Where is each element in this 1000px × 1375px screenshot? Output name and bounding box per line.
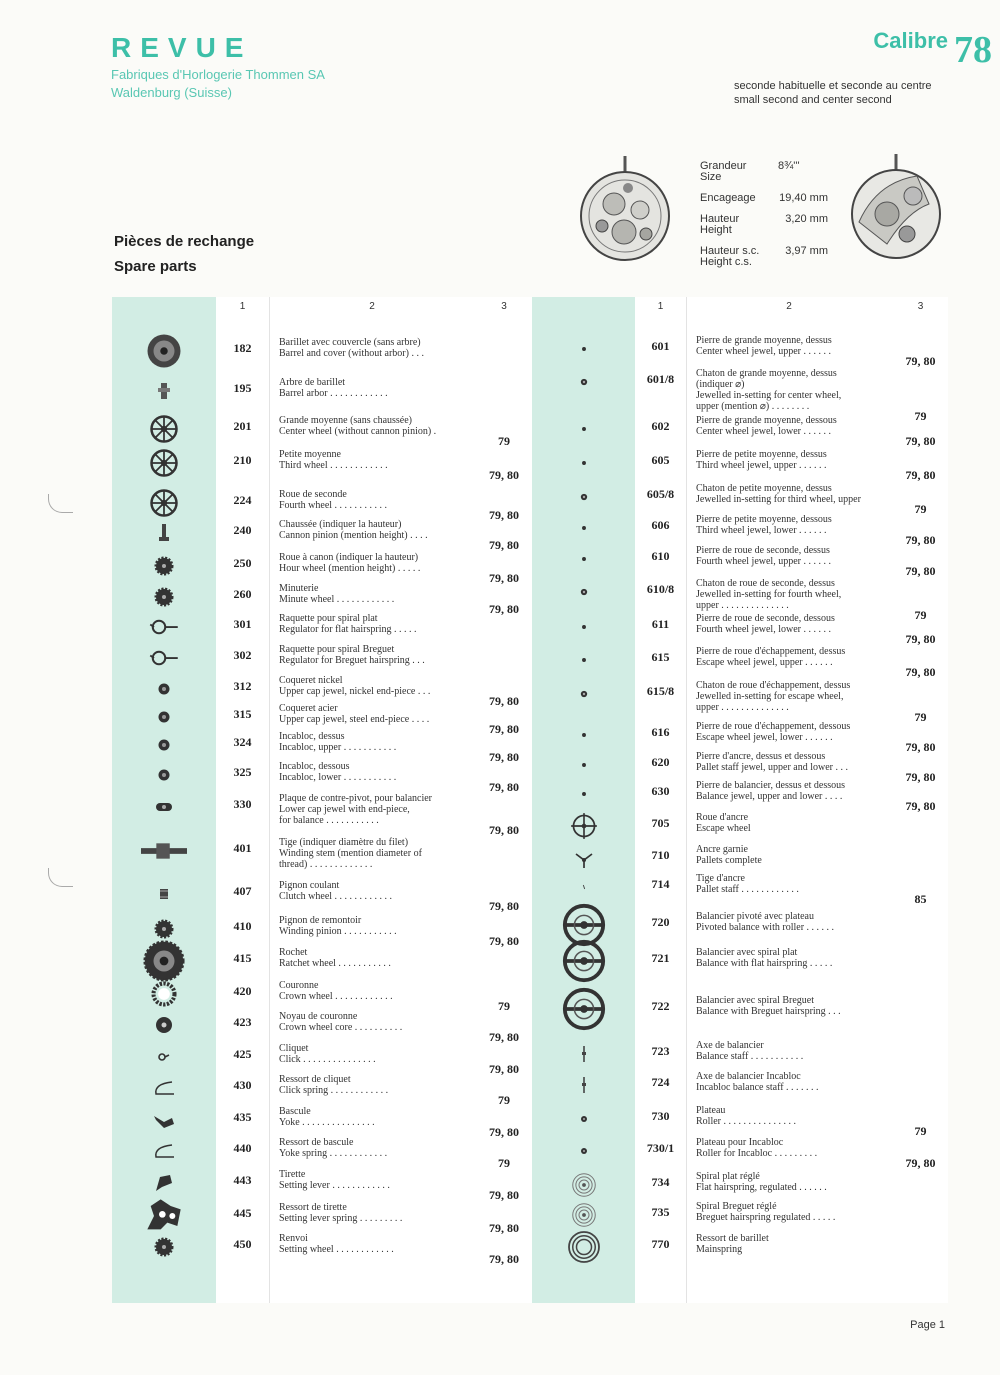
spec-size: [700, 161, 828, 183]
spring-icon: [152, 1139, 176, 1163]
part-number: 735: [651, 1205, 670, 1219]
part-description: Chaussée (indiquer la hauteur) Cannon pinion (mention height) . . . .: [279, 519, 428, 541]
part-number: 601: [651, 339, 670, 353]
spec-casing: [700, 193, 828, 204]
part-description: Raquette pour spiral Breguet Regulator for Breguet hairspring . . .: [279, 644, 425, 666]
part-number: 605: [651, 453, 670, 467]
part-reference: 79: [914, 710, 927, 724]
part-reference: 79, 80: [489, 750, 519, 764]
part-description: Spiral plat réglé Flat hairspring, regulated . . . . . .: [696, 1171, 827, 1193]
part-description: Pierre de roue de seconde, dessus Fourth wheel jewel, upper . . . . . .: [696, 545, 831, 567]
jewel-setting-icon: [575, 583, 593, 601]
jewel-dot-icon: [575, 420, 593, 438]
part-reference: 79: [498, 1156, 510, 1170]
part-description: Pierre de roue de seconde, dessous Fourth wheel jewel, lower . . . . . .: [696, 613, 835, 635]
part-description: Plaque de contre-pivot, pour balancier Lower cap jewel with end-piece, for balance . . . . . . . . . . .: [279, 793, 432, 826]
part-reference: 79: [498, 1093, 510, 1107]
roller-icon: [575, 1142, 593, 1160]
part-reference: 79, 80: [905, 665, 936, 679]
brand-block: [111, 34, 325, 102]
calibre-word: Calibre: [873, 28, 948, 53]
part-description: Minuterie Minute wheel . . . . . . . . . . . .: [279, 583, 395, 605]
spec-height: [700, 214, 828, 236]
jewel-icon: [152, 705, 176, 729]
part-reference: 79, 80: [489, 468, 519, 482]
part-number: 210: [233, 453, 252, 467]
part-description: Ressort de tirette Setting lever spring . . . . . . . . .: [279, 1202, 403, 1224]
part-description: Roue à canon (indiquer la hauteur) Hour wheel (mention height) . . . . .: [279, 552, 421, 574]
part-description: Chaton de roue d'échappement, dessus Jewelled in-setting for escape wheel, upper . . . . . . . . . . . . . .: [696, 680, 851, 713]
jewel-dot-icon: [575, 618, 593, 636]
part-description: Ancre garnie Pallets complete: [696, 844, 762, 866]
part-description: Roue d'ancre Escape wheel: [696, 812, 751, 834]
lever-icon: [152, 1171, 176, 1195]
part-reference: 79, 80: [905, 564, 936, 578]
part-number: 450: [233, 1237, 252, 1251]
left-header-2: 2: [369, 301, 375, 312]
gear-icon: [152, 585, 176, 609]
yoke-icon: [152, 1108, 176, 1132]
part-reference: 79, 80: [489, 780, 519, 794]
part-number: 730/1: [646, 1141, 675, 1155]
part-number: 734: [651, 1175, 670, 1189]
part-number: 407: [233, 884, 252, 898]
part-description: Couronne Crown wheel . . . . . . . . . . . .: [279, 980, 393, 1002]
part-description: Chaton de petite moyenne, dessus Jewelled in-setting for third wheel, upper: [696, 483, 861, 505]
part-number: 250: [233, 556, 252, 570]
part-reference: 79, 80: [489, 1062, 519, 1076]
part-number: 425: [233, 1047, 252, 1061]
part-number: 430: [233, 1078, 252, 1092]
part-description: Balancier pivoté avec plateau Pivoted balance with roller . . . . . .: [696, 911, 835, 933]
part-number: 445: [233, 1206, 252, 1220]
calibre-specifications: [700, 161, 828, 276]
part-description: Spiral Breguet réglé Breguet hairspring regulated . . . . .: [696, 1201, 836, 1223]
part-reference: 79, 80: [905, 434, 936, 448]
part-description: Rochet Ratchet wheel . . . . . . . . . . .: [279, 947, 391, 969]
pallet-icon: [572, 846, 596, 870]
part-number: 423: [233, 1015, 252, 1029]
left-header-1: 1: [239, 301, 246, 312]
part-description: Pierre de roue d'échappement, dessous Escape wheel jewel, lower . . . . . .: [696, 721, 851, 743]
part-description: Petite moyenne Third wheel . . . . . . . . . . . .: [279, 449, 388, 471]
part-description: Renvoi Setting wheel . . . . . . . . . . . .: [279, 1233, 394, 1255]
part-reference: 79: [498, 999, 510, 1013]
part-description: Raquette pour spiral plat Regulator for flat hairspring . . . . .: [279, 613, 417, 635]
left-header-3: 3: [501, 301, 507, 312]
movement-bridge-side-illustration: [847, 152, 945, 264]
spec-height-label: Hauteur Height: [700, 213, 740, 236]
part-reference: 79: [914, 409, 927, 423]
brand-company: Fabriques d'Horlogerie Thommen SA: [111, 67, 325, 82]
part-number: 620: [651, 755, 670, 769]
part-description: Plateau Roller . . . . . . . . . . . . . . .: [696, 1105, 796, 1127]
part-number: 324: [233, 735, 252, 749]
part-description: Pierre de grande moyenne, dessus Center wheel jewel, upper . . . . . .: [696, 335, 832, 357]
part-number: 723: [651, 1044, 670, 1058]
part-reference: 79, 80: [489, 899, 519, 913]
calibre-subtitle: [734, 79, 932, 107]
part-reference: 79, 80: [905, 468, 936, 482]
jewel-dot-icon: [575, 340, 593, 358]
part-reference: 79, 80: [489, 1221, 519, 1235]
jewel-dot-icon: [575, 785, 593, 803]
part-reference: 79, 80: [905, 1156, 936, 1170]
part-description: Chaton de roue de seconde, dessus Jewelled in-setting for fourth wheel, upper . . . . . . . . . . . . . .: [696, 578, 842, 611]
part-reference: 79, 80: [905, 354, 936, 368]
brand-name: REVUE: [111, 32, 253, 63]
part-description: Tirette Setting lever . . . . . . . . . . . .: [279, 1169, 390, 1191]
mainspring-icon: [566, 1229, 602, 1265]
balance-icon: [561, 986, 607, 1032]
binder-hole-mark-top: [48, 494, 73, 513]
part-reference: 79, 80: [489, 508, 519, 522]
part-description: Tige d'ancre Pallet staff . . . . . . . . . . . .: [696, 873, 799, 895]
escape-wheel-icon: [570, 812, 598, 840]
arbor-icon: [152, 379, 176, 403]
part-reference: 79, 80: [489, 1188, 519, 1202]
spec-casing-label: Encageage: [700, 192, 756, 204]
part-number: 302: [233, 648, 252, 662]
part-reference: 79, 80: [905, 799, 936, 813]
core-icon: [152, 1013, 176, 1037]
spoked-wheel-icon: [149, 488, 179, 518]
part-reference: 79, 80: [905, 533, 936, 547]
part-number: 714: [651, 877, 670, 891]
part-description: Pierre de roue d'échappement, dessus Escape wheel jewel, upper . . . . . .: [696, 646, 846, 668]
brand-location: Waldenburg (Suisse): [111, 85, 232, 100]
barrel-icon: [146, 333, 182, 369]
part-description: Arbre de barillet Barrel arbor . . . . . . . . . . . .: [279, 377, 388, 399]
part-reference: 79, 80: [489, 538, 519, 552]
part-number: 420: [233, 984, 252, 998]
hairspring-icon: [569, 1200, 599, 1230]
part-description: Noyau de couronne Crown wheel core . . . . . . . . . .: [279, 1011, 403, 1033]
part-reference: 79, 80: [489, 722, 519, 736]
spec-height-cs: [700, 246, 828, 268]
part-description: Grande moyenne (sans chaussée) Center wheel (without cannon pinion) .: [279, 415, 437, 437]
part-number: 410: [233, 919, 252, 933]
part-number: 730: [651, 1109, 670, 1123]
part-number: 224: [233, 493, 252, 507]
part-reference: 79, 80: [905, 740, 936, 754]
part-description: Chaton de grande moyenne, dessus (indiquer ⌀) Jewelled in-setting for center wheel, upper (mention ⌀) . . . . . . . .: [696, 368, 842, 412]
pallet-staff-icon: [576, 879, 592, 895]
balance-icon: [561, 938, 607, 984]
calibre-subtitle-fr: seconde habituelle et seconde au centre: [734, 80, 932, 92]
part-number: 602: [651, 419, 670, 433]
jewel-icon: [152, 733, 176, 757]
part-number: 312: [233, 679, 252, 693]
right-header-2: 2: [786, 301, 792, 312]
jewel-icon: [152, 677, 176, 701]
spare-parts-table: [112, 297, 948, 1303]
spec-height-value: 3,20 mm: [785, 213, 828, 225]
part-description: Cliquet Click . . . . . . . . . . . . . . .: [279, 1043, 376, 1065]
gear-icon: [152, 1235, 176, 1259]
page-title-fr: Pièces de rechange: [114, 233, 255, 250]
part-number: 610/8: [646, 582, 675, 596]
calibre-subtitle-en: small second and center second: [734, 94, 892, 106]
gear-icon: [152, 554, 176, 578]
part-number: 616: [651, 725, 670, 739]
part-number: 435: [233, 1110, 252, 1124]
page-number: Page 1: [910, 1319, 945, 1331]
part-number: 724: [651, 1075, 670, 1089]
pinion-icon: [152, 521, 176, 545]
part-reference: 85: [914, 892, 927, 906]
part-reference: 79, 80: [489, 694, 519, 708]
part-description: Barillet avec couvercle (sans arbre) Barrel and cover (without arbor) . . .: [279, 337, 424, 359]
part-number: 615/8: [646, 684, 675, 698]
part-number: 440: [233, 1141, 252, 1155]
jewel-setting-icon: [575, 373, 593, 391]
jewel-dot-icon: [575, 454, 593, 472]
part-description: Bascule Yoke . . . . . . . . . . . . . . .: [279, 1106, 375, 1128]
part-reference: 79: [914, 1124, 927, 1138]
part-description: Pignon coulant Clutch wheel . . . . . . . . . . . .: [279, 880, 393, 902]
part-description: Pierre d'ancre, dessus et dessous Pallet staff jewel, upper and lower . . .: [696, 751, 848, 773]
part-number: 705: [651, 816, 670, 830]
spoked-wheel-icon: [149, 414, 179, 444]
binder-hole-mark-bottom: [48, 868, 73, 887]
part-description: Pierre de balancier, dessus et dessous Balance jewel, upper and lower . . . .: [696, 780, 845, 802]
part-description: Pignon de remontoir Winding pinion . . . . . . . . . . .: [279, 915, 397, 937]
regulator-icon: [149, 612, 179, 642]
part-description: Balancier avec spiral Breguet Balance with Breguet hairspring . . .: [696, 995, 841, 1017]
part-number: 195: [233, 381, 252, 395]
part-description: Plateau pour Incabloc Roller for Incabloc . . . . . . . . .: [696, 1137, 818, 1159]
part-description: Ressort de bascule Yoke spring . . . . . . . . . . . .: [279, 1137, 388, 1159]
part-reference: 79: [914, 608, 927, 622]
part-number: 443: [233, 1173, 252, 1187]
part-number: 401: [233, 841, 252, 855]
part-number: 630: [651, 784, 670, 798]
right-header-1: 1: [657, 301, 664, 312]
part-description: Roue de seconde Fourth wheel . . . . . . . . . . .: [279, 489, 388, 511]
spring-icon: [152, 1076, 176, 1100]
part-number: 605/8: [646, 487, 675, 501]
part-reference: 79, 80: [489, 823, 519, 837]
movement-dial-side-illustration: [576, 154, 674, 266]
jewel-dot-icon: [575, 519, 593, 537]
part-reference: 79: [498, 434, 510, 448]
part-reference: 79, 80: [489, 1252, 519, 1266]
part-number: 201: [233, 419, 252, 433]
part-reference: 79, 80: [905, 632, 936, 646]
right-header-3: 3: [917, 301, 924, 312]
part-description: Ressort de barillet Mainspring: [696, 1233, 769, 1255]
part-reference: 79, 80: [489, 1125, 519, 1139]
part-description: Incabloc, dessus Incabloc, upper . . . . . . . . . . .: [279, 731, 397, 753]
ring-gear-icon: [150, 980, 178, 1008]
part-description: Ressort de cliquet Click spring . . . . . . . . . . . .: [279, 1074, 389, 1096]
part-number: 710: [651, 848, 670, 862]
jewel-icon: [152, 763, 176, 787]
part-number: 415: [233, 951, 252, 965]
part-description: Axe de balancier Balance staff . . . . . . . . . . .: [696, 1040, 804, 1062]
part-number: 611: [651, 617, 670, 631]
part-number: 720: [651, 915, 670, 929]
part-number: 260: [233, 587, 252, 601]
part-description: Incabloc, dessous Incabloc, lower . . . . . . . . . . .: [279, 761, 397, 783]
part-description: Pierre de petite moyenne, dessus Third wheel jewel, upper . . . . . .: [696, 449, 827, 471]
part-number: 610: [651, 549, 670, 563]
part-number: 301: [233, 617, 252, 631]
part-number: 240: [233, 523, 252, 537]
ratchet-icon: [143, 940, 185, 982]
gear-icon: [152, 917, 176, 941]
jewel-setting-icon: [575, 685, 593, 703]
part-number: 330: [233, 797, 252, 811]
plate-icon: [152, 795, 176, 819]
page-title-en: Spare parts: [114, 258, 197, 275]
part-description: Pierre de grande moyenne, dessous Center wheel jewel, lower . . . . . .: [696, 415, 837, 437]
clutch-icon: [152, 882, 176, 906]
spec-size-label: Grandeur Size: [700, 160, 747, 183]
roller-icon: [575, 1110, 593, 1128]
stem-icon: [141, 828, 187, 874]
part-number: 606: [651, 518, 670, 532]
part-description: Tige (indiquer diamètre du filet) Winding stem (mention diameter of thread) . . . . . . . . . . . . .: [279, 837, 422, 870]
jewel-dot-icon: [575, 756, 593, 774]
part-reference: 79, 80: [489, 934, 519, 948]
part-number: 315: [233, 707, 252, 721]
staff-icon: [572, 1073, 596, 1097]
part-description: Pierre de petite moyenne, dessous Third wheel jewel, lower . . . . . .: [696, 514, 832, 536]
part-description: Balancier avec spiral plat Balance with flat hairspring . . . . .: [696, 947, 833, 969]
spec-casing-value: 19,40 mm: [779, 192, 828, 204]
jewel-dot-icon: [575, 651, 593, 669]
part-description: Coqueret nickel Upper cap jewel, nickel end-piece . . .: [279, 675, 431, 697]
staff-icon: [572, 1042, 596, 1066]
part-description: Coqueret acier Upper cap jewel, steel end-piece . . . .: [279, 703, 430, 725]
click-icon: [152, 1045, 176, 1069]
part-number: 722: [651, 999, 670, 1013]
jewel-dot-icon: [575, 550, 593, 568]
part-reference: 79, 80: [905, 770, 936, 784]
jewel-dot-icon: [575, 726, 593, 744]
spec-size-value: 8¾''': [778, 160, 800, 172]
lever-spring-icon: [144, 1196, 184, 1236]
part-number: 325: [233, 765, 252, 779]
hairspring-icon: [569, 1170, 599, 1200]
part-reference: 79, 80: [489, 571, 519, 585]
regulator-icon: [149, 643, 179, 673]
part-reference: 79, 80: [489, 602, 519, 616]
part-description: Axe de balancier Incabloc Incabloc balance staff . . . . . . .: [696, 1071, 819, 1093]
part-reference: 79, 80: [489, 1030, 519, 1044]
jewel-setting-icon: [575, 488, 593, 506]
part-number: 721: [651, 951, 670, 965]
part-number: 601/8: [646, 372, 675, 386]
spec-height-cs-label: Hauteur s.c. Height c.s.: [700, 245, 760, 268]
spec-height-cs-value: 3,97 mm: [785, 245, 828, 257]
part-number: 182: [233, 341, 252, 355]
page-title: [114, 229, 254, 279]
part-number: 770: [651, 1237, 670, 1251]
part-reference: 79: [914, 502, 927, 516]
calibre-heading: [873, 28, 992, 71]
calibre-number: 78: [954, 29, 992, 71]
part-number: 615: [651, 650, 670, 664]
spoked-wheel-icon: [149, 448, 179, 478]
